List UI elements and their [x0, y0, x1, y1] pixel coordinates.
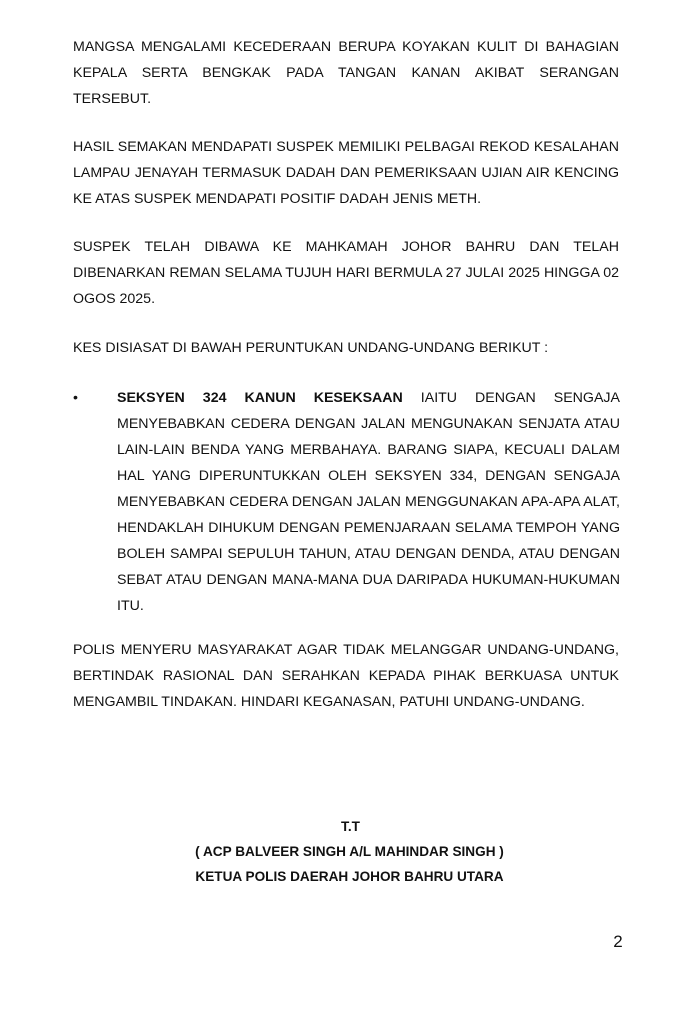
paragraph-law-intro: KES DISIASAT DI BAWAH PERUNTUKAN UNDANG-UNDANG BERIKUT :: [73, 340, 549, 356]
paragraph-suspect-record: HASIL SEMAKAN MENDAPATI SUSPEK MEMILIKI PELBAGAI REKOD KESALAHAN LAMPAU JENAYAH TERMASUK DADAH DAN PEMERIKSAAN UJIAN AIR KENCING KE ATAS SUSPEK MENDAPATI POSITIF DADAH JENIS METH.: [73, 139, 619, 207]
law-item-title: SEKSYEN 324 KANUN KESEKSAAN: [117, 390, 403, 406]
law-item-text: [117, 385, 620, 619]
page-number: 2: [613, 932, 623, 951]
paragraph-victim-injuries: MANGSA MENGALAMI KECEDERAAN BERUPA KOYAKAN KULIT DI BAHAGIAN KEPALA SERTA BENGKAK PADA TANGAN KANAN AKIBAT SERANGAN TERSEBUT.: [73, 39, 619, 107]
signatory-position: KETUA POLIS DAERAH JOHOR BAHRU UTARA: [195, 869, 504, 884]
signatory-name: ( ACP BALVEER SINGH A/L MAHINDAR SINGH ): [195, 844, 504, 859]
paragraph-remand: SUSPEK TELAH DIBAWA KE MAHKAMAH JOHOR BAHRU DAN TELAH DIBENARKAN REMAN SELAMA TUJUH HARI BERMULA 27 JULAI 2025 HINGGA 02 OGOS 2025.: [73, 239, 619, 307]
bullet-icon: •: [73, 390, 78, 406]
signature-mark: T.T: [341, 819, 360, 834]
law-item-body: IAITU DENGAN SENGAJA MENYEBABKAN CEDERA DENGAN JALAN MENGUNAKAN SENJATA ATAU LAIN-LAIN BENDA YANG MERBAHAYA. BARANG SIAPA, KECUALI DALAM HAL YANG DIPERUNTUKKAN OLEH SEKSYEN 334, DENGAN SENGAJA MENYEBABKAN CEDERA DENGAN JALAN MENGGUNAKAN APA-APA ALAT, HENDAKLAH DIHUKUM DENGAN PEMENJARAAN SELAMA TEMPOH YANG BOLEH SAMPAI SEPULUH TAHUN, ATAU DENGAN DENDA, ATAU DENGAN SEBAT ATAU DENGAN MANA-MANA DUA DARIPADA HUKUMAN-HUKUMAN ITU.: [117, 390, 620, 614]
paragraph-public-appeal: POLIS MENYERU MASYARAKAT AGAR TIDAK MELANGGAR UNDANG-UNDANG, BERTINDAK RASIONAL DAN SERAHKAN KEPADA PIHAK BERKUASA UNTUK MENGAMBIL TINDAKAN. HINDARI KEGANASAN, PATUHI UNDANG-UNDANG.: [73, 642, 619, 710]
